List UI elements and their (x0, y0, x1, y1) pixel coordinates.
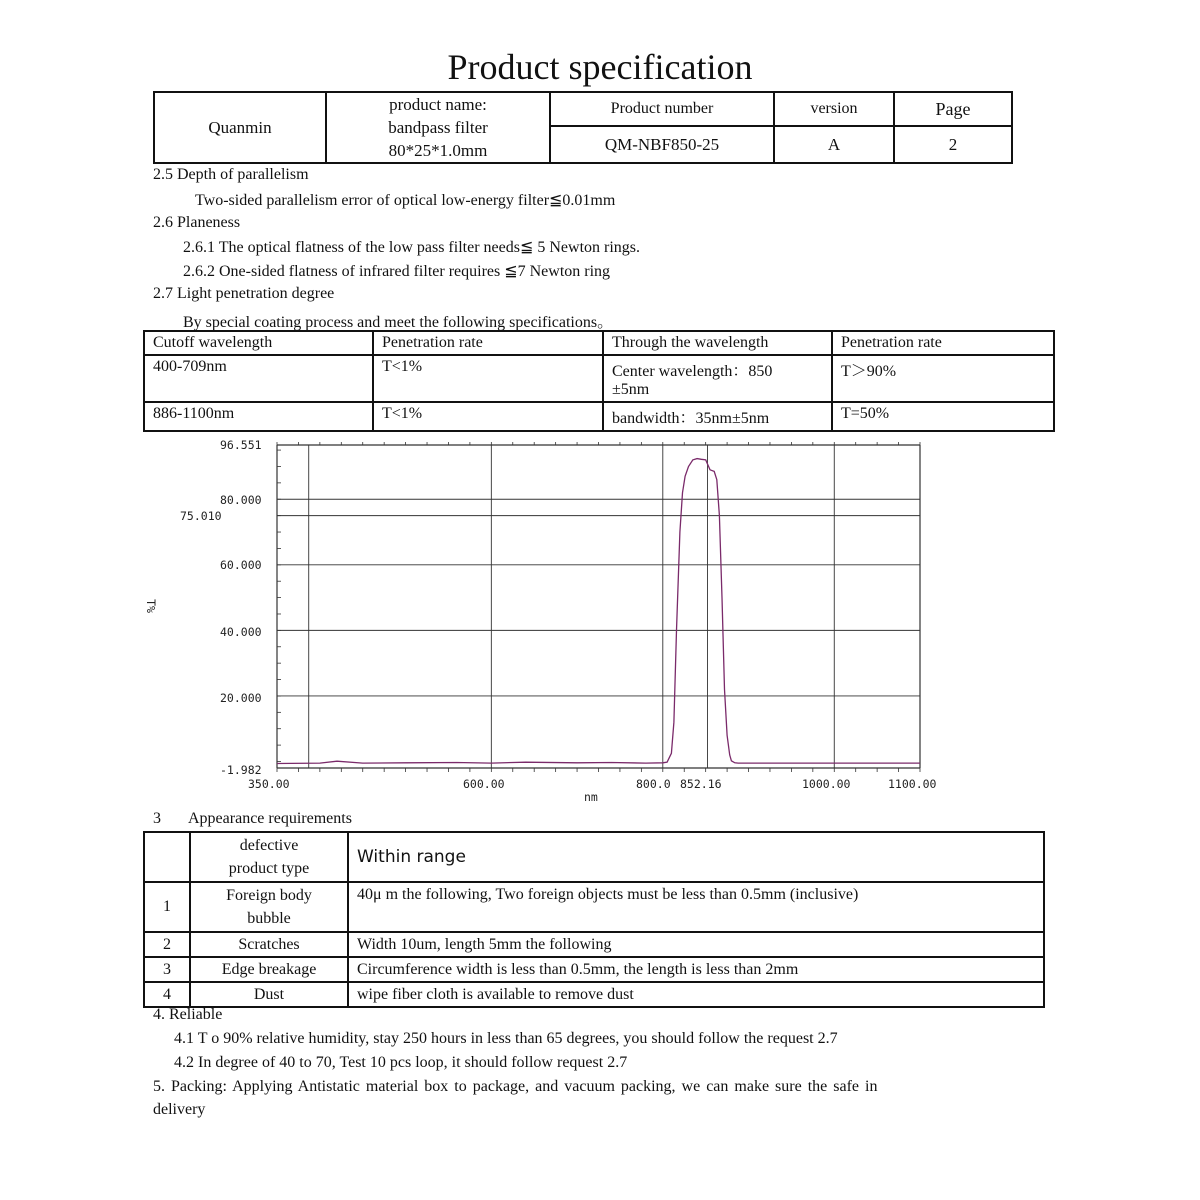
section-2-6-1-text: 2.6.1 The optical flatness of the low pass filter needs≦ 5 Newton rings. (183, 239, 641, 256)
section-2-7-heading: 2.7 Light penetration degree (153, 285, 335, 302)
defect-range-4: wipe fiber cloth is available to remove dust (348, 982, 1044, 1007)
appearance-table (143, 831, 1045, 1008)
product-name-line3: 80*25*1.0mm (388, 141, 488, 160)
product-name-cell (326, 92, 550, 163)
penetration-table (143, 330, 1055, 432)
bandwidth-rate: T=50% (832, 402, 1054, 431)
cutoff-wavelength-header: Cutoff wavelength (144, 331, 373, 355)
y-tick-60: 60.000 (220, 558, 262, 572)
through-wavelength-header: Through the wavelength (603, 331, 832, 355)
defective-type-header-line2: product type (228, 860, 310, 877)
center-wavelength-cell (603, 355, 832, 402)
appearance-corner-cell (144, 832, 190, 882)
y-tick-top: 96.551 (220, 438, 262, 452)
penetration-rate-header-1: Penetration rate (373, 331, 603, 355)
defect-type-3: Edge breakage (190, 957, 348, 982)
appearance-number: 3 (153, 810, 161, 827)
x-tick-800: 800.0 (636, 777, 671, 791)
cutoff-rate-2: T<1% (373, 402, 603, 431)
x-tick-1000: 1000.00 (802, 777, 851, 791)
x-tick-600: 600.00 (463, 777, 505, 791)
page-title: Product specification (447, 47, 753, 87)
transmission-curve (277, 459, 920, 764)
row-number-3: 3 (144, 957, 190, 982)
version-header: version (774, 92, 894, 126)
y-tick-bottom: -1.982 (220, 763, 262, 777)
defective-type-header-line1: defective (239, 837, 299, 854)
product-number-value: QM-NBF850-25 (550, 126, 774, 163)
within-range-header: Within range (348, 832, 1044, 882)
penetration-rate-header-2: Penetration rate (832, 331, 1054, 355)
x-tick-350: 350.00 (248, 777, 290, 791)
defect-type-1-line2: bubble (247, 910, 291, 927)
cutoff-range-2: 886-1100nm (144, 402, 373, 431)
company-cell (154, 92, 326, 163)
y-tick-40: 40.000 (220, 625, 262, 639)
product-name-line2: bandpass filter (388, 118, 488, 137)
section-2-5-heading: 2.5 Depth of parallelism (153, 166, 309, 183)
center-rate: T＞90% (832, 355, 1054, 402)
header-table (153, 91, 1013, 164)
row-number-2: 2 (144, 932, 190, 957)
defective-type-header (190, 832, 348, 882)
y-tick-20: 20.000 (220, 691, 262, 705)
reliable-item-2: 4.2 In degree of 40 to 70, Test 10 pcs loop, it should follow request 2.7 (174, 1054, 628, 1071)
x-tick-852: 852.16 (680, 777, 722, 791)
center-wavelength-tolerance: ±5nm (612, 381, 650, 398)
section-2-6-2-text: 2.6.2 One-sided flatness of infrared filter requires ≦7 Newton ring (183, 263, 611, 280)
section-2-7-text: By special coating process and meet the following specifications。 (183, 314, 614, 331)
cutoff-rate-1: T<1% (373, 355, 603, 402)
defect-range-2: Width 10um, length 5mm the following (348, 932, 1044, 957)
defect-type-1 (190, 882, 348, 932)
packing-line-1: 5. Packing: Applying Antistatic material box to package, and vacuum packing, we can make sure the safe in (153, 1078, 878, 1095)
page-value: 2 (894, 126, 1012, 163)
transmission-chart-svg (140, 435, 970, 815)
cutoff-range-1: 400-709nm (144, 355, 373, 402)
reliable-item-1: 4.1 T o 90% relative humidity, stay 250 hours in less than 65 degrees, you should follow the request 2.7 (174, 1030, 838, 1047)
defect-range-1: 40μ m the following, Two foreign objects must be less than 0.5mm (inclusive) (348, 882, 1044, 932)
defect-type-1-line1: Foreign body (226, 887, 312, 904)
section-2-5-text: Two-sided parallelism error of optical low-energy filter≦0.01mm (195, 192, 616, 209)
transmission-chart (140, 435, 970, 815)
row-number-1: 1 (144, 882, 190, 932)
product-number-header: Product number (550, 92, 774, 126)
y-axis-label: T% (143, 599, 158, 613)
x-axis-label: nm (584, 790, 598, 804)
defect-range-3: Circumference width is less than 0.5mm, the length is less than 2mm (348, 957, 1044, 982)
section-2-6-heading: 2.6 Planeness (153, 214, 241, 231)
product-name-line1: product name: (389, 95, 487, 114)
appearance-heading: Appearance requirements (188, 810, 352, 827)
center-wavelength-text: Center wavelength：850 (612, 363, 773, 380)
packing-line-2: delivery (153, 1101, 206, 1118)
chart-grid (277, 442, 920, 772)
y-tick-80: 80.000 (220, 493, 262, 507)
bandwidth-cell: bandwidth：35nm±5nm (603, 402, 832, 431)
x-tick-1100: 1100.00 (888, 777, 937, 791)
row-number-4: 4 (144, 982, 190, 1007)
page-header: Page (894, 92, 1012, 126)
defect-type-4: Dust (190, 982, 348, 1007)
version-value: A (774, 126, 894, 163)
company-name: Quanmin (208, 117, 272, 137)
reliable-heading: 4. Reliable (153, 1006, 223, 1023)
defect-type-2: Scratches (190, 932, 348, 957)
y-tick-75: 75.010 (180, 509, 222, 523)
